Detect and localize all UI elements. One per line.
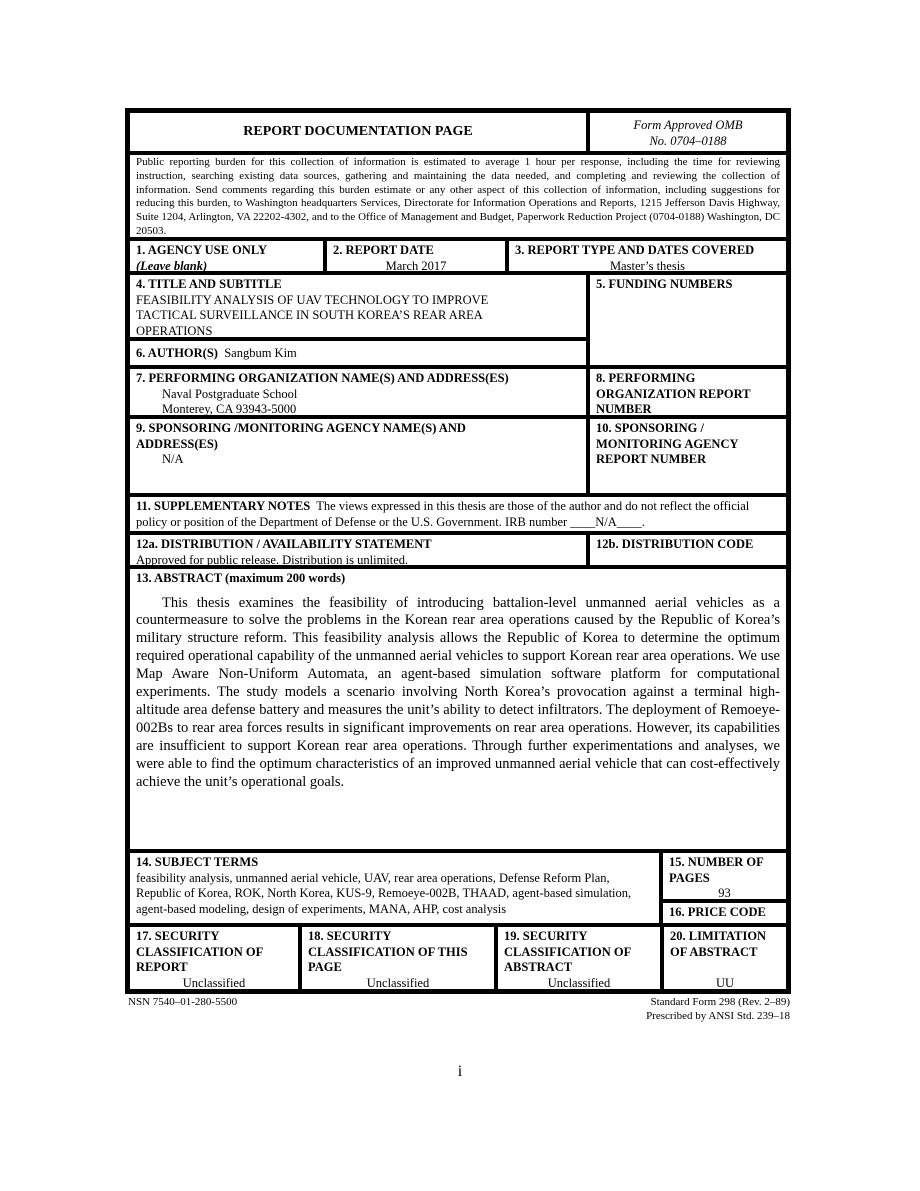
field-1-agency-use [128,239,325,273]
field-18-label-3: PAGE [308,960,342,974]
field-9-sponsoring-agency [128,417,588,495]
field-2-value: March 2017 [385,258,447,273]
field-5-label: 5. FUNDING NUMBERS [596,277,733,291]
field-3-value: Master’s thesis [609,258,686,273]
field-9-label-1: 9. SPONSORING /MONITORING AGENCY NAME(S) AND [136,421,466,435]
field-20-limitation [662,925,788,991]
field-14-subject-terms [128,851,661,925]
field-12a-value: Approved for public release. Distribution is unlimited. [136,552,409,567]
field-3-label: 3. REPORT TYPE AND DATES COVERED [515,243,755,257]
field-9-value: N/A [162,452,184,466]
field-17-value: Unclassified [182,975,246,990]
field-15-number-of-pages [661,851,788,901]
field-7-line1: Naval Postgraduate School [162,386,298,401]
field-11-supplementary-notes [128,495,788,533]
field-8-label-3: NUMBER [596,402,652,416]
field-12a-distribution-statement [128,533,588,567]
field-8-label-1: 8. PERFORMING [596,371,696,385]
field-2-report-date [325,239,507,273]
form-title-cell [128,111,588,153]
field-12b-label: 12b. DISTRIBUTION CODE [596,537,754,551]
burden-statement-text: Public reporting burden for this collection of information is estimated to average 1 hour per response, including the time for reviewing instruction, searching existing data sources, gathering and maintaining the data needed, and completing and reviewing the collection of information. Send comments regarding this burden estimate or any other aspect of this collection of information, including suggestions for reducing this burden, to Washington headquarters Services, Directorate for Information Operations and Reports, 1215 Jefferson Davis Highway, Suite 1204, Arlington, VA 22202-4302, and to the Office of Management and Budget, Paperwork Reduction Project (0704-0188) Washington, DC 20503. [136,156,780,237]
form-approved-cell [588,111,788,153]
field-17-label-2: CLASSIFICATION OF [136,944,264,959]
field-9-label-2: ADDRESS(ES) [136,436,218,451]
field-12a-label: 12a. DISTRIBUTION / AVAILABILITY STATEMENT [136,537,432,551]
form-approved-line1: Form Approved OMB [633,118,743,132]
field-1-note: (Leave blank) [136,258,208,273]
field-17-label-3: REPORT [136,960,188,974]
field-10-label-1: 10. SPONSORING / [596,421,705,435]
field-4-value: FEASIBILITY ANALYSIS OF UAV TECHNOLOGY TO IMPROVE TACTICAL SURVEILLANCE IN SOUTH KOREA’S REAR AREA OPERATIONS [136,292,489,338]
field-19-label-2: CLASSIFICATION OF [504,944,632,959]
field-19-label-3: ABSTRACT [504,960,573,974]
field-18-label-2: CLASSIFICATION OF THIS [308,944,468,959]
field-8-label-2: ORGANIZATION REPORT [596,386,751,401]
burden-statement [128,153,788,239]
field-1-label: 1. AGENCY USE ONLY [136,243,268,257]
field-16-label: 16. PRICE CODE [669,905,766,919]
field-6-value: Sangbum Kim [224,346,297,360]
footer-forms [646,995,790,1023]
field-7-label: 7. PERFORMING ORGANIZATION NAME(S) AND ADDRESS(ES) [136,371,509,385]
field-4-label: 4. TITLE AND SUBTITLE [136,277,282,291]
footer-nsn: NSN 7540–01-280-5500 [128,996,238,1008]
field-15-label-1: 15. NUMBER OF [669,855,764,869]
footer-prescribed: Prescribed by ANSI Std. 239–18 [646,1010,790,1022]
field-13-label: 13. ABSTRACT (maximum 200 words) [136,571,346,585]
field-20-label-2: OF ABSTRACT [670,944,758,959]
field-7-line2: Monterey, CA 93943-5000 [162,402,297,416]
footer-standard-form: Standard Form 298 (Rev. 2–89) [650,996,790,1008]
field-8-performing-report [588,367,788,417]
field-18-label-1: 18. SECURITY [308,929,392,943]
page-number: i [457,1063,463,1080]
field-10-sponsoring-report [588,417,788,495]
field-11-value: The views expressed in this thesis are those of the author and do not reflect the official policy or position of the Department of Defense or the U.S. Government. IRB number ____N/A____. [136,499,750,529]
field-7-performing-org [128,367,588,417]
field-18-value: Unclassified [366,975,430,990]
field-6-label: 6. AUTHOR(S) [136,346,218,360]
field-19-label-1: 19. SECURITY [504,929,588,943]
field-14-label: 14. SUBJECT TERMS [136,855,259,869]
field-17-security-report [128,925,300,991]
field-20-label-1: 20. LIMITATION [670,929,767,943]
field-6-author [128,339,588,367]
field-20-value: UU [715,975,735,990]
field-4-title [128,273,588,339]
field-19-value: Unclassified [547,975,611,990]
field-11-label: 11. SUPPLEMENTARY NOTES [136,499,311,513]
field-5-funding [588,273,788,367]
form-title: REPORT DOCUMENTATION PAGE [243,124,473,140]
field-13-abstract [128,567,788,851]
report-documentation-form [125,108,791,994]
field-10-label-2: MONITORING AGENCY [596,436,739,451]
field-2-label: 2. REPORT DATE [333,243,434,257]
field-12b-distribution-code [588,533,788,567]
field-16-price-code [661,901,788,925]
field-17-label-1: 17. SECURITY [136,929,220,943]
field-15-value: 93 [718,886,731,900]
field-3-report-type [507,239,788,273]
field-10-label-3: REPORT NUMBER [596,452,707,466]
field-14-value: feasibility analysis, unmanned aerial vehicle, UAV, rear area operations, Defense Reform Plan, Republic of Korea, ROK, North Korea, KUS-9, Remoeye-002B, THAAD, agent-based simulation, agent-based modeling, design of experiments, MANA, AHP, cost analysis [136,870,632,916]
abstract-text: This thesis examines the feasibility of introducing battalion-level unmanned aerial vehicles as a countermeasure to solve the problems in the Korean rear area operations caused by the Republic of Korea’s military structure reform. This feasibility analysis allows the Republic of Korea to determine the optimum required operational capability of the unmanned aerial vehicles to support Korean rear area operations. We use Map Aware Non-Uniform Automata, an agent-based simulation software platform for computational experiments. The study models a scenario involving North Korea’s provocation against a terminal high-altitude area defense battery and measures the unit’s ability to detect infiltrators. The deployment of Remoeye-002Bs to rear area forces results in significant improvements on rear area operations. However, its capabilities are insufficient to support Korean rear area operations. Through further experimentations and analyses, we were able to find the optimum characteristics of an improved unmanned aerial vehicle that can cost-effectively achieve the unit’s operational goals. [136,594,780,790]
field-19-security-abstract [496,925,662,991]
field-18-security-page [300,925,496,991]
field-15-label-2: PAGES [669,870,710,885]
form-approved-line2: No. 0704–0188 [649,133,727,148]
